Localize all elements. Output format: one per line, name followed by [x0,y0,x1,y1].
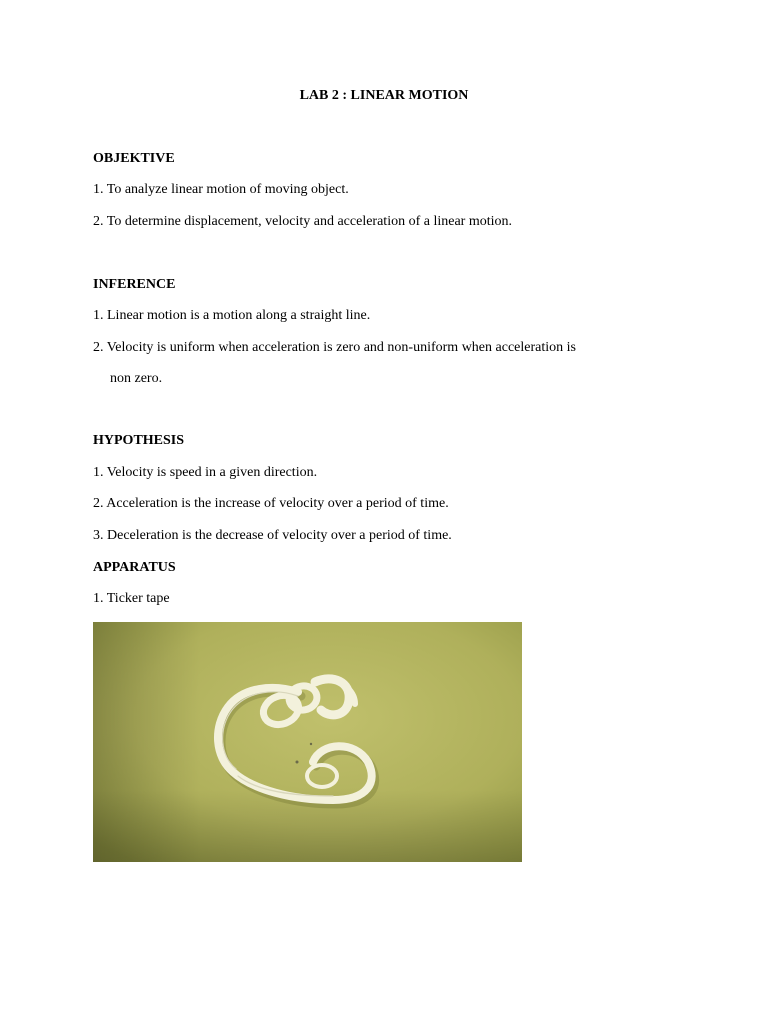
hypothesis-item-3: 3. Deceleration is the decrease of velocity over a period of time. [93,528,452,543]
page-title: LAB 2 : LINEAR MOTION [299,88,469,103]
inference-item-2: 2. Velocity is uniform when acceleration is zero and non-uniform when acceleration is [93,340,576,355]
inference-heading: INFERENCE [93,277,176,292]
hypothesis-heading: HYPOTHESIS [93,433,185,448]
ticker-tape-illustration [93,622,522,862]
apparatus-item-1: 1. Ticker tape [93,591,170,606]
hypothesis-item-2: 2. Acceleration is the increase of velocity over a period of time. [93,496,449,511]
objective-item-1: 1. To analyze linear motion of moving object. [93,182,349,197]
hypothesis-item-1: 1. Velocity is speed in a given direction. [93,465,318,480]
ticker-tape-photo [93,622,522,862]
objective-heading: OBJEKTIVE [93,151,175,166]
apparatus-heading: APPARATUS [93,560,176,575]
objective-item-2: 2. To determine displacement, velocity and acceleration of a linear motion. [93,214,512,229]
inference-item-1: 1. Linear motion is a motion along a straight line. [93,308,371,323]
inference-item-2-continued: non zero. [110,371,163,386]
